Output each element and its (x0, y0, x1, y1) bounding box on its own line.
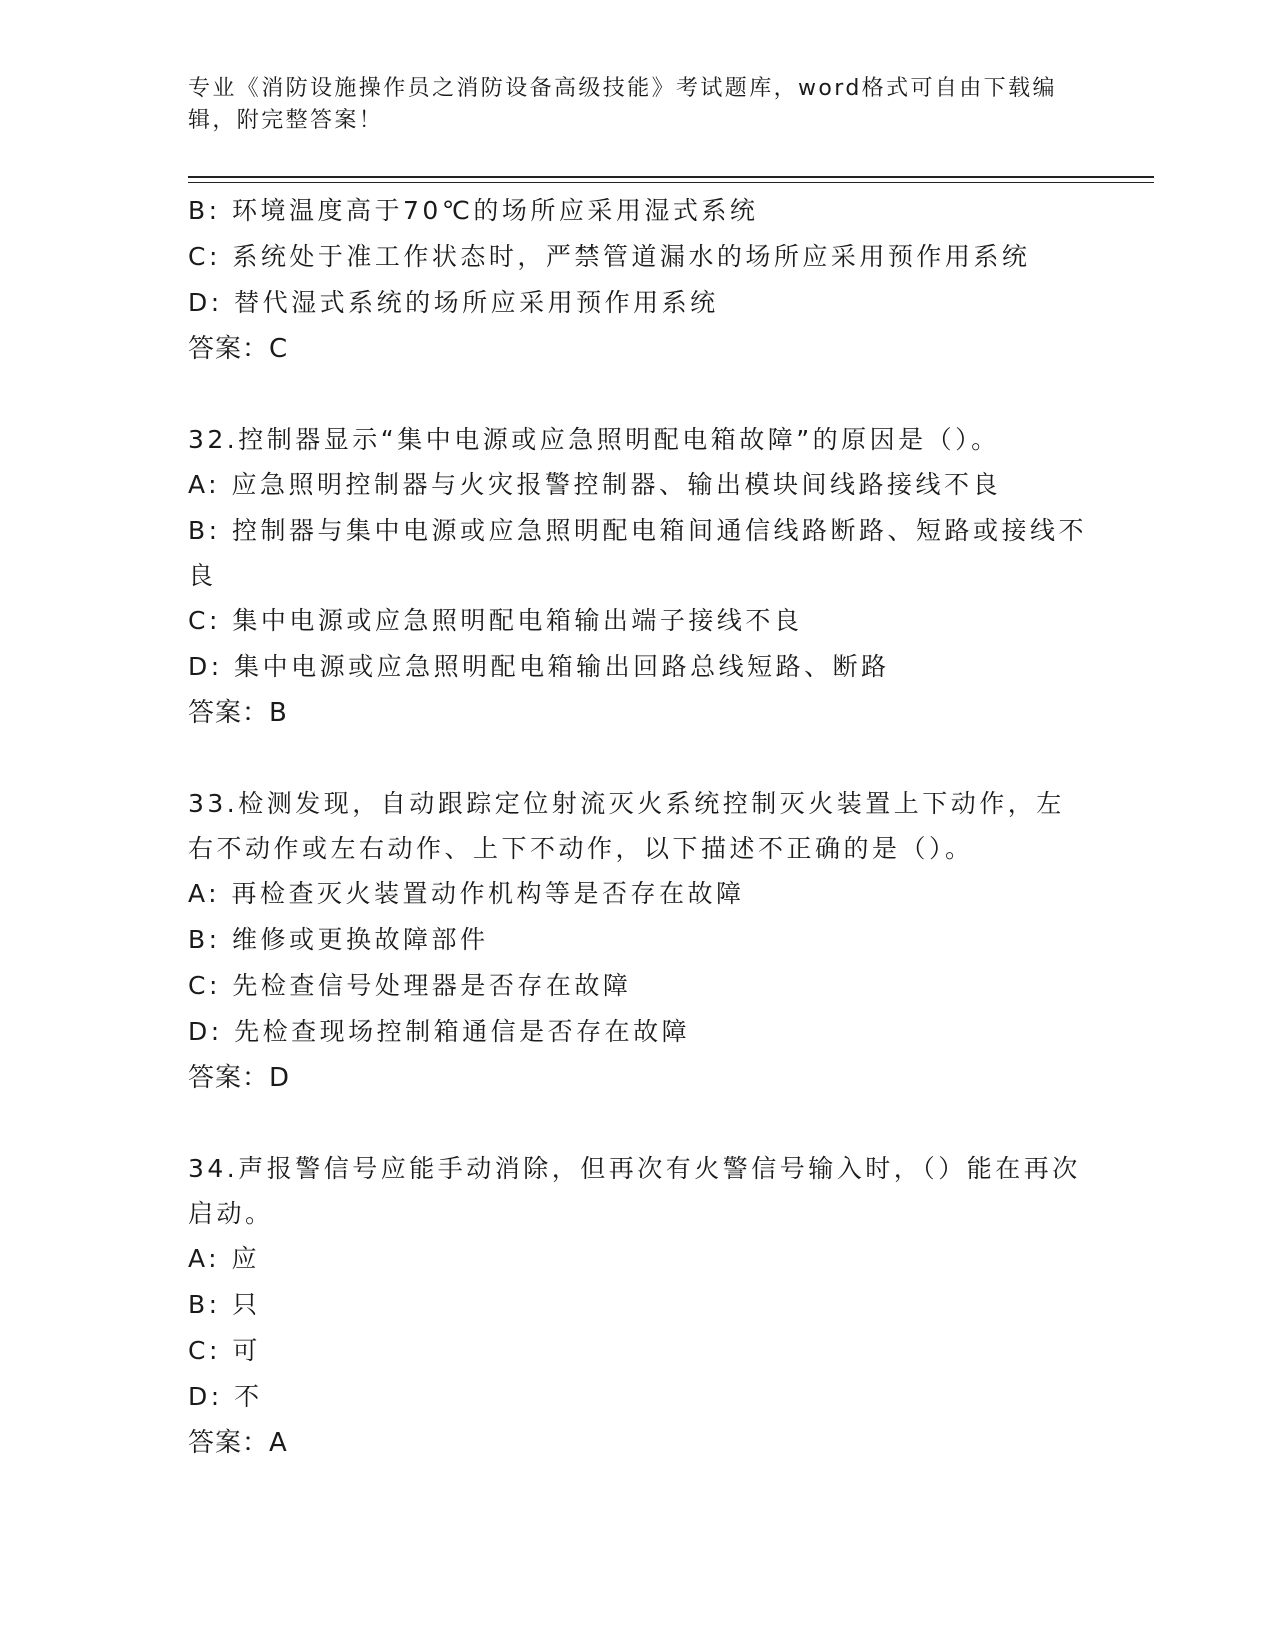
answer-line: 答案：D (188, 1063, 291, 1093)
option-c: C: 先检查信号处理器是否存在故障 (188, 971, 632, 1000)
question-content (188, 188, 1088, 1466)
option-a: A: 应 (188, 1244, 261, 1273)
option-c: C: 集中电源或应急照明配电箱输出端子接线不良 (188, 606, 803, 635)
option-c: C: 系统处于准工作状态时，严禁管道漏水的场所应采用预作用系统 (188, 242, 1031, 271)
option-b: B: 维修或更换故障部件 (188, 925, 489, 954)
question-stem: 32.控制器显示“集中电源或应急照明配电箱故障”的原因是（）。 (188, 425, 1000, 454)
question-stem: 34.声报警信号应能手动消除，但再次有火警信号输入时，（）能在再次启动。 (188, 1154, 1081, 1228)
answer-line: 答案：A (188, 1428, 288, 1458)
question-32 (188, 417, 1088, 736)
option-d: D: 替代湿式系统的场所应采用预作用系统 (188, 288, 719, 317)
question-33 (188, 781, 1088, 1101)
question-stem: 33.检测发现，自动跟踪定位射流灭火系统控制灭火装置上下动作，左右不动作或左右动作、上下不动作，以下描述不正确的是（）。 (188, 789, 1065, 863)
carryover-question (188, 188, 1088, 372)
option-b: B: 控制器与集中电源或应急照明配电箱间通信线路断路、短路或接线不良 (188, 516, 1088, 590)
option-a: A: 应急照明控制器与火灾报警控制器、输出模块间线路接线不良 (188, 470, 1002, 499)
answer-line: 答案：C (188, 334, 289, 364)
header-rule-thick (188, 176, 1154, 178)
option-b: B: 只 (188, 1290, 261, 1319)
option-d: D: 先检查现场控制箱通信是否存在故障 (188, 1017, 691, 1046)
option-c: C: 可 (188, 1336, 261, 1365)
header-rule-thin (188, 182, 1154, 183)
page-header: 专业《消防设施操作员之消防设备高级技能》考试题库，word格式可自由下载编辑，附完整答案！ (188, 76, 1057, 133)
option-d: D: 不 (188, 1382, 263, 1411)
option-d: D: 集中电源或应急照明配电箱输出回路总线短路、断路 (188, 652, 890, 681)
option-b: B: 环境温度高于70℃的场所应采用湿式系统 (188, 196, 759, 225)
option-a: A: 再检查灭火装置动作机构等是否存在故障 (188, 879, 745, 908)
answer-line: 答案：B (188, 698, 288, 728)
question-34 (188, 1146, 1088, 1466)
